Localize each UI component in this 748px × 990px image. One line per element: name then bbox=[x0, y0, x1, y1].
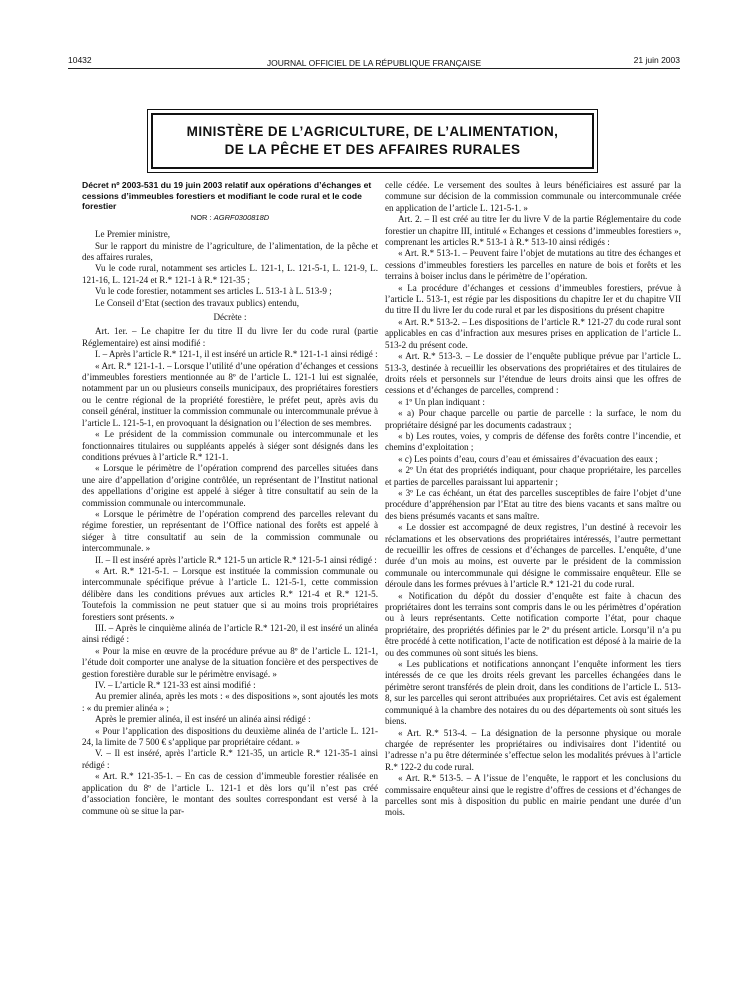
paragraph: celle cédée. Le versement des soultes à leurs bénéficiaires est assuré par la commune sur décision de la commission communale ou intercommunale créée en application de l’article L. 121-5-1. » bbox=[385, 180, 681, 213]
paragraph: Le Conseil d’Etat (section des travaux publics) entendu, bbox=[95, 297, 300, 308]
paragraph: Vu le code rural, notamment ses articles L. 121-1, L. 121-5-1, L. 121-9, L. 121-16, L. 121-24 et R.* 121-1 à R.* 121-35 ; bbox=[82, 263, 378, 285]
decree-title: Décret nº 2003-531 du 19 juin 2003 relatif aux opérations d’échanges et cessions d’immeubles forestiers et modifiant le code rural et le code forestier bbox=[82, 180, 372, 212]
paragraph: « Art. R.* 513-3. – Le dossier de l’enquête publique prévue par l’article L. 513-3, destinée à recueillir les observations des propriétaires et des titulaires de droits réels et personnels sur l’étendue de leurs droits ainsi que les offres de cessions et d’échanges de parcelles, comprend : bbox=[385, 351, 681, 396]
paragraph: « Le président de la commission communale ou intercommunale et les fonctionnaires titulaires ou suppléants appelés à siéger sont désignés dans les conditions prévues à l’article R.* 121-1. bbox=[82, 429, 378, 462]
paragraph: « La procédure d’échanges et cessions d’immeubles forestiers, prévue à l’article L. 513-1, est régie par les dispositions du chapitre Ier et du chapitre VII du titre II du livre Ier du code rural et par les dispositions du présent chapitre bbox=[385, 282, 681, 316]
left-column bbox=[82, 180, 378, 817]
paragraph: « Art. R.* 513-2. – Les dispositions de l’article R.* 121-27 du code rural sont applicables en cas d’infraction aux mesures prises en application de l’article L. 513-2 du présent code. bbox=[385, 316, 681, 350]
paragraph: « Art. R.* 121-5-1. – Lorsque est instituée la commission communale ou intercommunale spécifique prévue à l’article L. 121-5-1, cette commission délibère dans les conditions prévues aux articles R.* 121-4 et R.* 121-5. Toutefois la commission ne peut statuer que si au moins trois propriétaires forestiers sont présents. » bbox=[82, 565, 378, 622]
paragraph: « c) Les points d’eau, cours d’eau et émissaires d’évacuation des eaux ; bbox=[398, 453, 658, 464]
paragraph: « Pour la mise en œuvre de la procédure prévue au 8º de l’article L. 121-1, l’étude doit comporter une analyse de la situation foncière et des perspectives de gestion forestière durable sur le périmètre envisagé. » bbox=[82, 645, 378, 679]
paragraph: « Lorsque le périmètre de l’opération comprend des parcelles situées dans une aire d’appellation d’origine contrôlée, un représentant de l’Institut national des appellations d’origine est appelé à siéger à titre consultatif au sein de la commission communale ou intercommunale. bbox=[82, 463, 378, 508]
paragraph: « Pour l’application des dispositions du deuxième alinéa de l’article L. 121-24, la limite de 7 500 € s’applique par propriétaire cédant. » bbox=[82, 725, 378, 748]
paragraph: V. – Il est inséré, après l’article R.* 121-35, un article R.* 121-35-1 ainsi rédigé : bbox=[82, 748, 378, 770]
paragraph: « Notification du dépôt du dossier d’enquête est faite à chacun des propriétaires dont les terrains sont compris dans le ou les périmètres d’opération ou à leurs représentants. Cette notification comporte l’état, pour chaque propriétaire, des propriétés définies par le 2º du présent article. Lorsqu’il n’a pu être procédé à cette notification, l’acte de notification est déposé à la mairie de la ou des communes où sont situés les biens. bbox=[385, 590, 681, 658]
paragraph: « Les publications et notifications annonçant l’enquête informent les tiers intéressés de ce que les droits réels grevant les parcelles échangées dans le périmètre seront transférés de plein droit, dans les conditions de l’article L. 513-8, sur les parcelles qui seront attribuées aux propriétaires. Cet avis est également communiqué à la chambre des notaires du ou des départements où sont situés les biens. bbox=[385, 659, 681, 727]
decrete-heading: Décrète : bbox=[213, 312, 247, 323]
paragraph: Art. 1er. – Le chapitre Ier du titre II du livre Ier du code rural (partie Réglementaire) est ainsi modifié : bbox=[82, 326, 378, 348]
ministry-line-1: MINISTÈRE DE L’AGRICULTURE, DE L’ALIMENTATION, bbox=[186, 124, 559, 139]
paragraph: « Art. R.* 513-1. – Peuvent faire l’objet de mutations au titre des échanges et cessions d’immeubles forestiers les parcelles en nature de bois et forêts et les terrains à boiser inclus dans le périmètre de l’opération. bbox=[385, 248, 681, 282]
paragraph: « a) Pour chaque parcelle ou partie de parcelle : la surface, le nom du propriétaire désigné par les documents cadastraux ; bbox=[385, 408, 681, 430]
page-number: 10432 bbox=[68, 55, 92, 65]
paragraph: Le Premier ministre, bbox=[95, 229, 171, 240]
paragraph: II. – Il est inséré après l’article R.* 121-5 un article R.* 121-5-1 ainsi rédigé : bbox=[95, 554, 377, 565]
right-column bbox=[385, 180, 681, 819]
nor-label: NOR : bbox=[190, 212, 212, 222]
paragraph: Après le premier alinéa, il est inséré un alinéa ainsi rédigé : bbox=[95, 714, 311, 725]
paragraph: « 2º Un état des propriétés indiquant, pour chaque propriétaire, les parcelles et parties de parcelles paraissant lui appartenir ; bbox=[385, 465, 681, 487]
journal-title: JOURNAL OFFICIEL DE LA RÉPUBLIQUE FRANÇAISE bbox=[266, 58, 482, 68]
paragraph: Au premier alinéa, après les mots : « des dispositions », sont ajoutés les mots : « du premier alinéa » ; bbox=[82, 691, 378, 713]
nor-reference bbox=[82, 212, 378, 223]
nor-value: AGRF0300818D bbox=[213, 212, 270, 222]
paragraph: III. – Après le cinquième alinéa de l’article R.* 121-20, il est inséré un alinéa ainsi rédigé : bbox=[82, 623, 378, 645]
paragraph: « Le dossier est accompagné de deux registres, l’un destiné à recevoir les réclamations et les observations des propriétaires intéressés, l’autre permettant de recueillir les offres de cessions et d’échanges de parcelles. L’enquête, d’une durée d’un mois au moins, est ouverte par le président de la commission communale ou intercommunale qui désigne le commissaire enquêteur. Elle se déroule dans les formes prévues à l’article R.* 121-21 du code rural. bbox=[385, 522, 681, 590]
paragraph: Art. 2. – Il est créé au titre Ier du livre V de la partie Réglementaire du code forestier un chapitre III, intitulé « Echanges et cessions d’immeubles forestiers », comprenant les articles R.* 513-1 à R.* 513-10 ainsi rédigés : bbox=[385, 214, 681, 248]
paragraph: IV. – L’article R.* 121-33 est ainsi modifié : bbox=[95, 680, 256, 691]
paragraph: « Art. R.* 121-1-1. – Lorsque l’utilité d’une opération d’échanges et cessions d’immeubles forestiers mentionnée au 8º de l’article L. 121-1 lui est signalée, notamment par un ou plusieurs conseils municipaux, des propriétaires forestiers ou le centre régional de la propriété forestière, le préfet peut, après avis du conseil général, instituer la commission communale ou intercommunale prévue à l’article L. 121-5-1, en provoquant la désignation ou l’élection de ses membres. bbox=[82, 360, 378, 428]
paragraph: Sur le rapport du ministre de l’agriculture, de l’alimentation, de la pêche et des affaires rurales, bbox=[82, 240, 378, 262]
paragraph: I. – Après l’article R.* 121-1, il est inséré un article R.* 121-1-1 ainsi rédigé : bbox=[95, 349, 378, 360]
paragraph: « b) Les routes, voies, y compris de défense des forêts contre l’incendie, et chemins d’exploitation ; bbox=[385, 430, 681, 453]
paragraph: Vu le code forestier, notamment ses articles L. 513-1 à L. 513-9 ; bbox=[95, 286, 332, 297]
paragraph: « 1º Un plan indiquant : bbox=[398, 396, 485, 407]
header-rule bbox=[68, 68, 680, 69]
paragraph: « 3º Le cas échéant, un état des parcelles susceptibles de faire l’objet d’une procédure d’appréhension par l’Etat au titre des biens vacants et sans maître ou des biens présumés vacants et sans maître. bbox=[385, 487, 681, 521]
paragraph: « Art. R.* 513-5. – A l’issue de l’enquête, le rapport et les conclusions du commissaire enquêteur ainsi que le registre d’offres de cessions et d’échanges de parcelles sont mis à disposition du public en mairie pendant une durée d’un mois. bbox=[385, 773, 681, 818]
paragraph: « Lorsque le périmètre de l’opération comprend des parcelles relevant du régime forestier, un représentant de l’Office national des forêts est appelé à siéger à titre consultatif au sein de la commission communale ou intercommunale. » bbox=[82, 508, 378, 554]
ministry-line-2: DE LA PÊCHE ET DES AFFAIRES RURALES bbox=[224, 142, 521, 157]
paragraph: « Art. R.* 513-4. – La désignation de la personne physique ou morale chargée de représenter les propriétaires ou indivisaires dont l’identité ou l’adresse n’a pu être déterminée s’effectue selon les modalités prévues à l’article R.* 122-2 du code rural. bbox=[385, 727, 681, 772]
paragraph: « Art. R.* 121-35-1. – En cas de cession d’immeuble forestier réalisée en application du 8º de l’article L. 121-1 et dès lors qu’il n’est pas créé d’association foncière, le montant des soultes correspondant est versé à la commune où se situe la par- bbox=[82, 771, 378, 816]
issue-date: 21 juin 2003 bbox=[633, 55, 680, 65]
page-header bbox=[68, 55, 680, 67]
ministry-banner bbox=[151, 113, 594, 169]
